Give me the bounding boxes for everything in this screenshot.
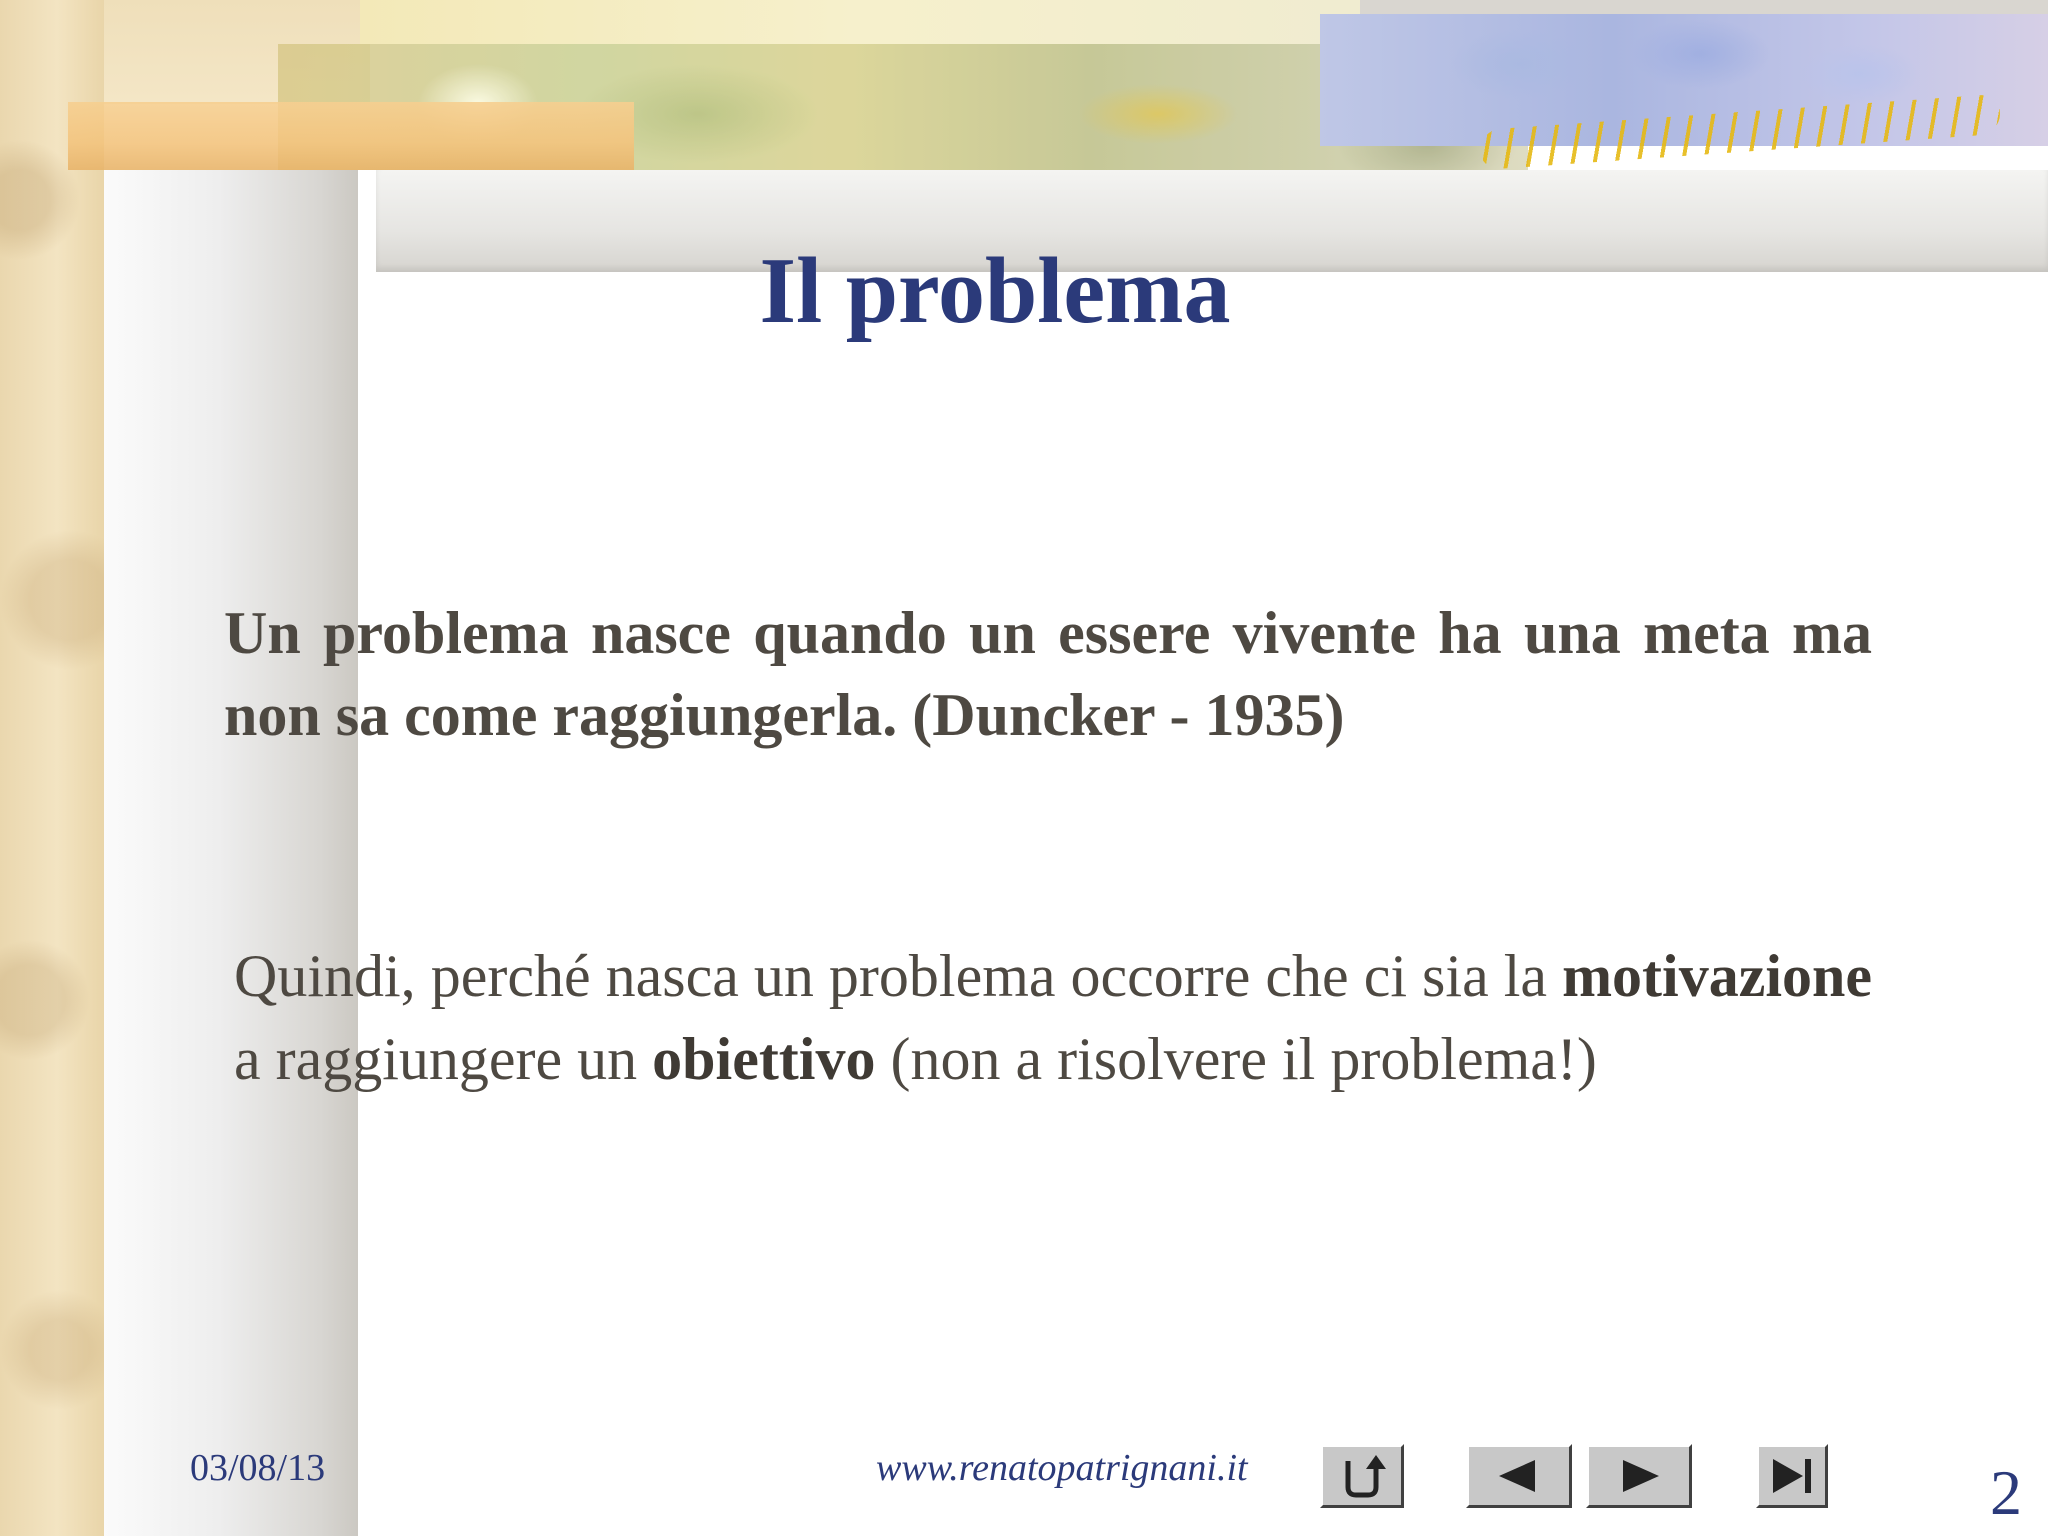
return-button[interactable] bbox=[1320, 1444, 1404, 1508]
motivazione-bold: motivazione bbox=[1562, 943, 1872, 1009]
last-slide-button[interactable] bbox=[1756, 1444, 1828, 1508]
explanation-text-3: (non a risolvere il problema!) bbox=[875, 1026, 1597, 1092]
explanation-text-2: a raggiungere un bbox=[234, 1026, 653, 1092]
page-number: 2 bbox=[1990, 1457, 2022, 1528]
previous-button[interactable] bbox=[1466, 1444, 1572, 1508]
banner-highlight bbox=[360, 0, 1360, 44]
slide-date: 03/08/13 bbox=[190, 1447, 326, 1489]
explanation-paragraph bbox=[234, 935, 1872, 1101]
previous-icon bbox=[1489, 1456, 1549, 1496]
parchment-texture bbox=[0, 0, 104, 1536]
last-icon bbox=[1767, 1455, 1817, 1497]
definition-paragraph: Un problema nasce quando un essere vivente ha una meta ma non sa come raggiungerla. (Duncker - 1935) bbox=[224, 600, 1872, 748]
website-url: www.renatopatrignani.it bbox=[876, 1447, 1248, 1489]
slide-title: Il problema bbox=[759, 239, 1231, 343]
explanation-text-1: Quindi, perché nasca un problema occorre che ci sia la bbox=[234, 943, 1563, 1009]
obiettivo-bold: obiettivo bbox=[652, 1026, 876, 1092]
next-icon bbox=[1609, 1456, 1669, 1496]
next-button[interactable] bbox=[1586, 1444, 1692, 1508]
return-icon bbox=[1334, 1451, 1390, 1501]
orange-accent-bar bbox=[68, 102, 634, 170]
grey-column bbox=[104, 170, 358, 1536]
